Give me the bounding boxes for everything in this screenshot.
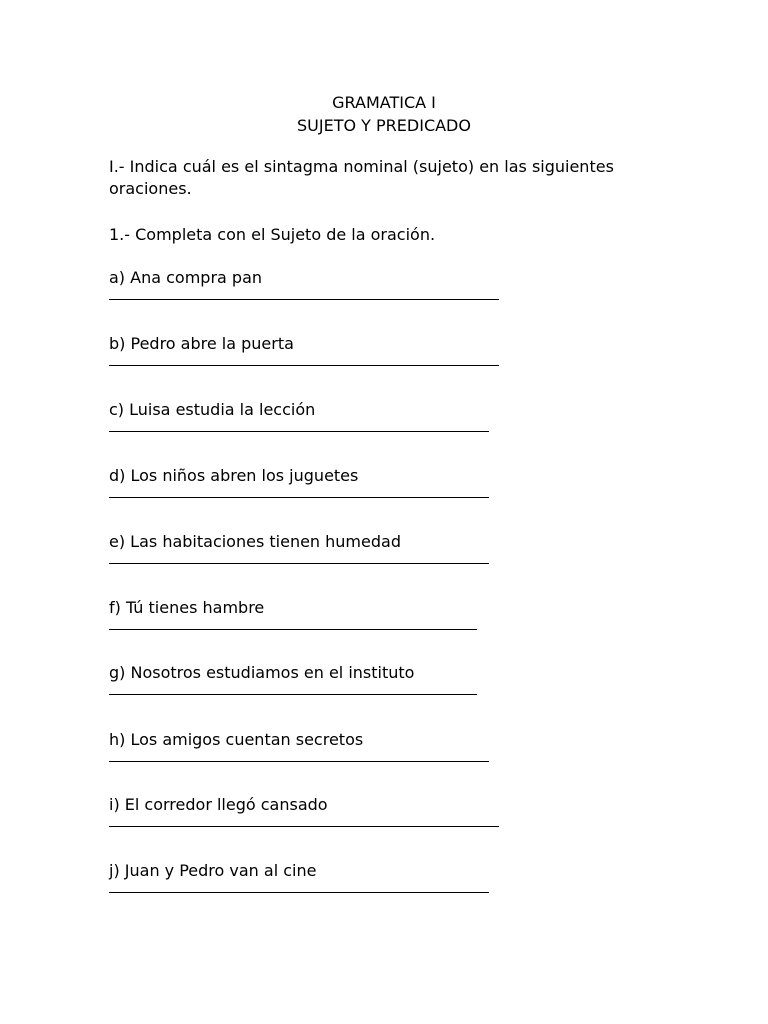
sentence-text: b) Pedro abre la puerta	[109, 334, 294, 353]
exercise-item-f	[109, 597, 529, 630]
answer-line[interactable]	[109, 563, 489, 564]
exercise-item-c	[109, 399, 529, 432]
answer-line[interactable]	[109, 299, 499, 300]
exercise-item-d	[109, 465, 529, 498]
answer-line[interactable]	[109, 365, 499, 366]
exercise-item-e	[109, 531, 529, 564]
answer-line[interactable]	[109, 431, 489, 432]
sentence-text: j) Juan y Pedro van al cine	[109, 861, 317, 880]
page-subtitle: SUJETO Y PREDICADO	[297, 116, 471, 135]
sentence-text: d) Los niños abren los juguetes	[109, 466, 359, 485]
answer-line[interactable]	[109, 694, 477, 695]
exercise-item-i	[109, 794, 529, 827]
answer-line[interactable]	[109, 892, 489, 893]
sentence-text: a) Ana compra pan	[109, 268, 263, 287]
exercise-instruction: I.- Indica cuál es el sintagma nominal (sujeto) en las siguientes oraciones.	[109, 157, 614, 198]
answer-line[interactable]	[109, 761, 489, 762]
exercise-item-j	[109, 860, 529, 893]
exercise-item-a	[109, 267, 529, 300]
sentence-text: h) Los amigos cuentan secretos	[109, 730, 364, 749]
sentence-text: c) Luisa estudia la lección	[109, 400, 316, 419]
answer-line[interactable]	[109, 826, 499, 827]
sentence-text: f) Tú tienes hambre	[109, 598, 265, 617]
exercise-item-h	[109, 729, 529, 762]
exercise-subinstruction: 1.- Completa con el Sujeto de la oración.	[109, 225, 436, 244]
exercise-item-b	[109, 333, 529, 366]
exercise-item-g	[109, 662, 529, 695]
answer-line[interactable]	[109, 629, 477, 630]
page-title: GRAMATICA I	[332, 93, 436, 112]
sentence-text: g) Nosotros estudiamos en el instituto	[109, 663, 415, 682]
sentence-text: i) El corredor llegó cansado	[109, 795, 328, 814]
sentence-text: e) Las habitaciones tienen humedad	[109, 532, 401, 551]
answer-line[interactable]	[109, 497, 489, 498]
